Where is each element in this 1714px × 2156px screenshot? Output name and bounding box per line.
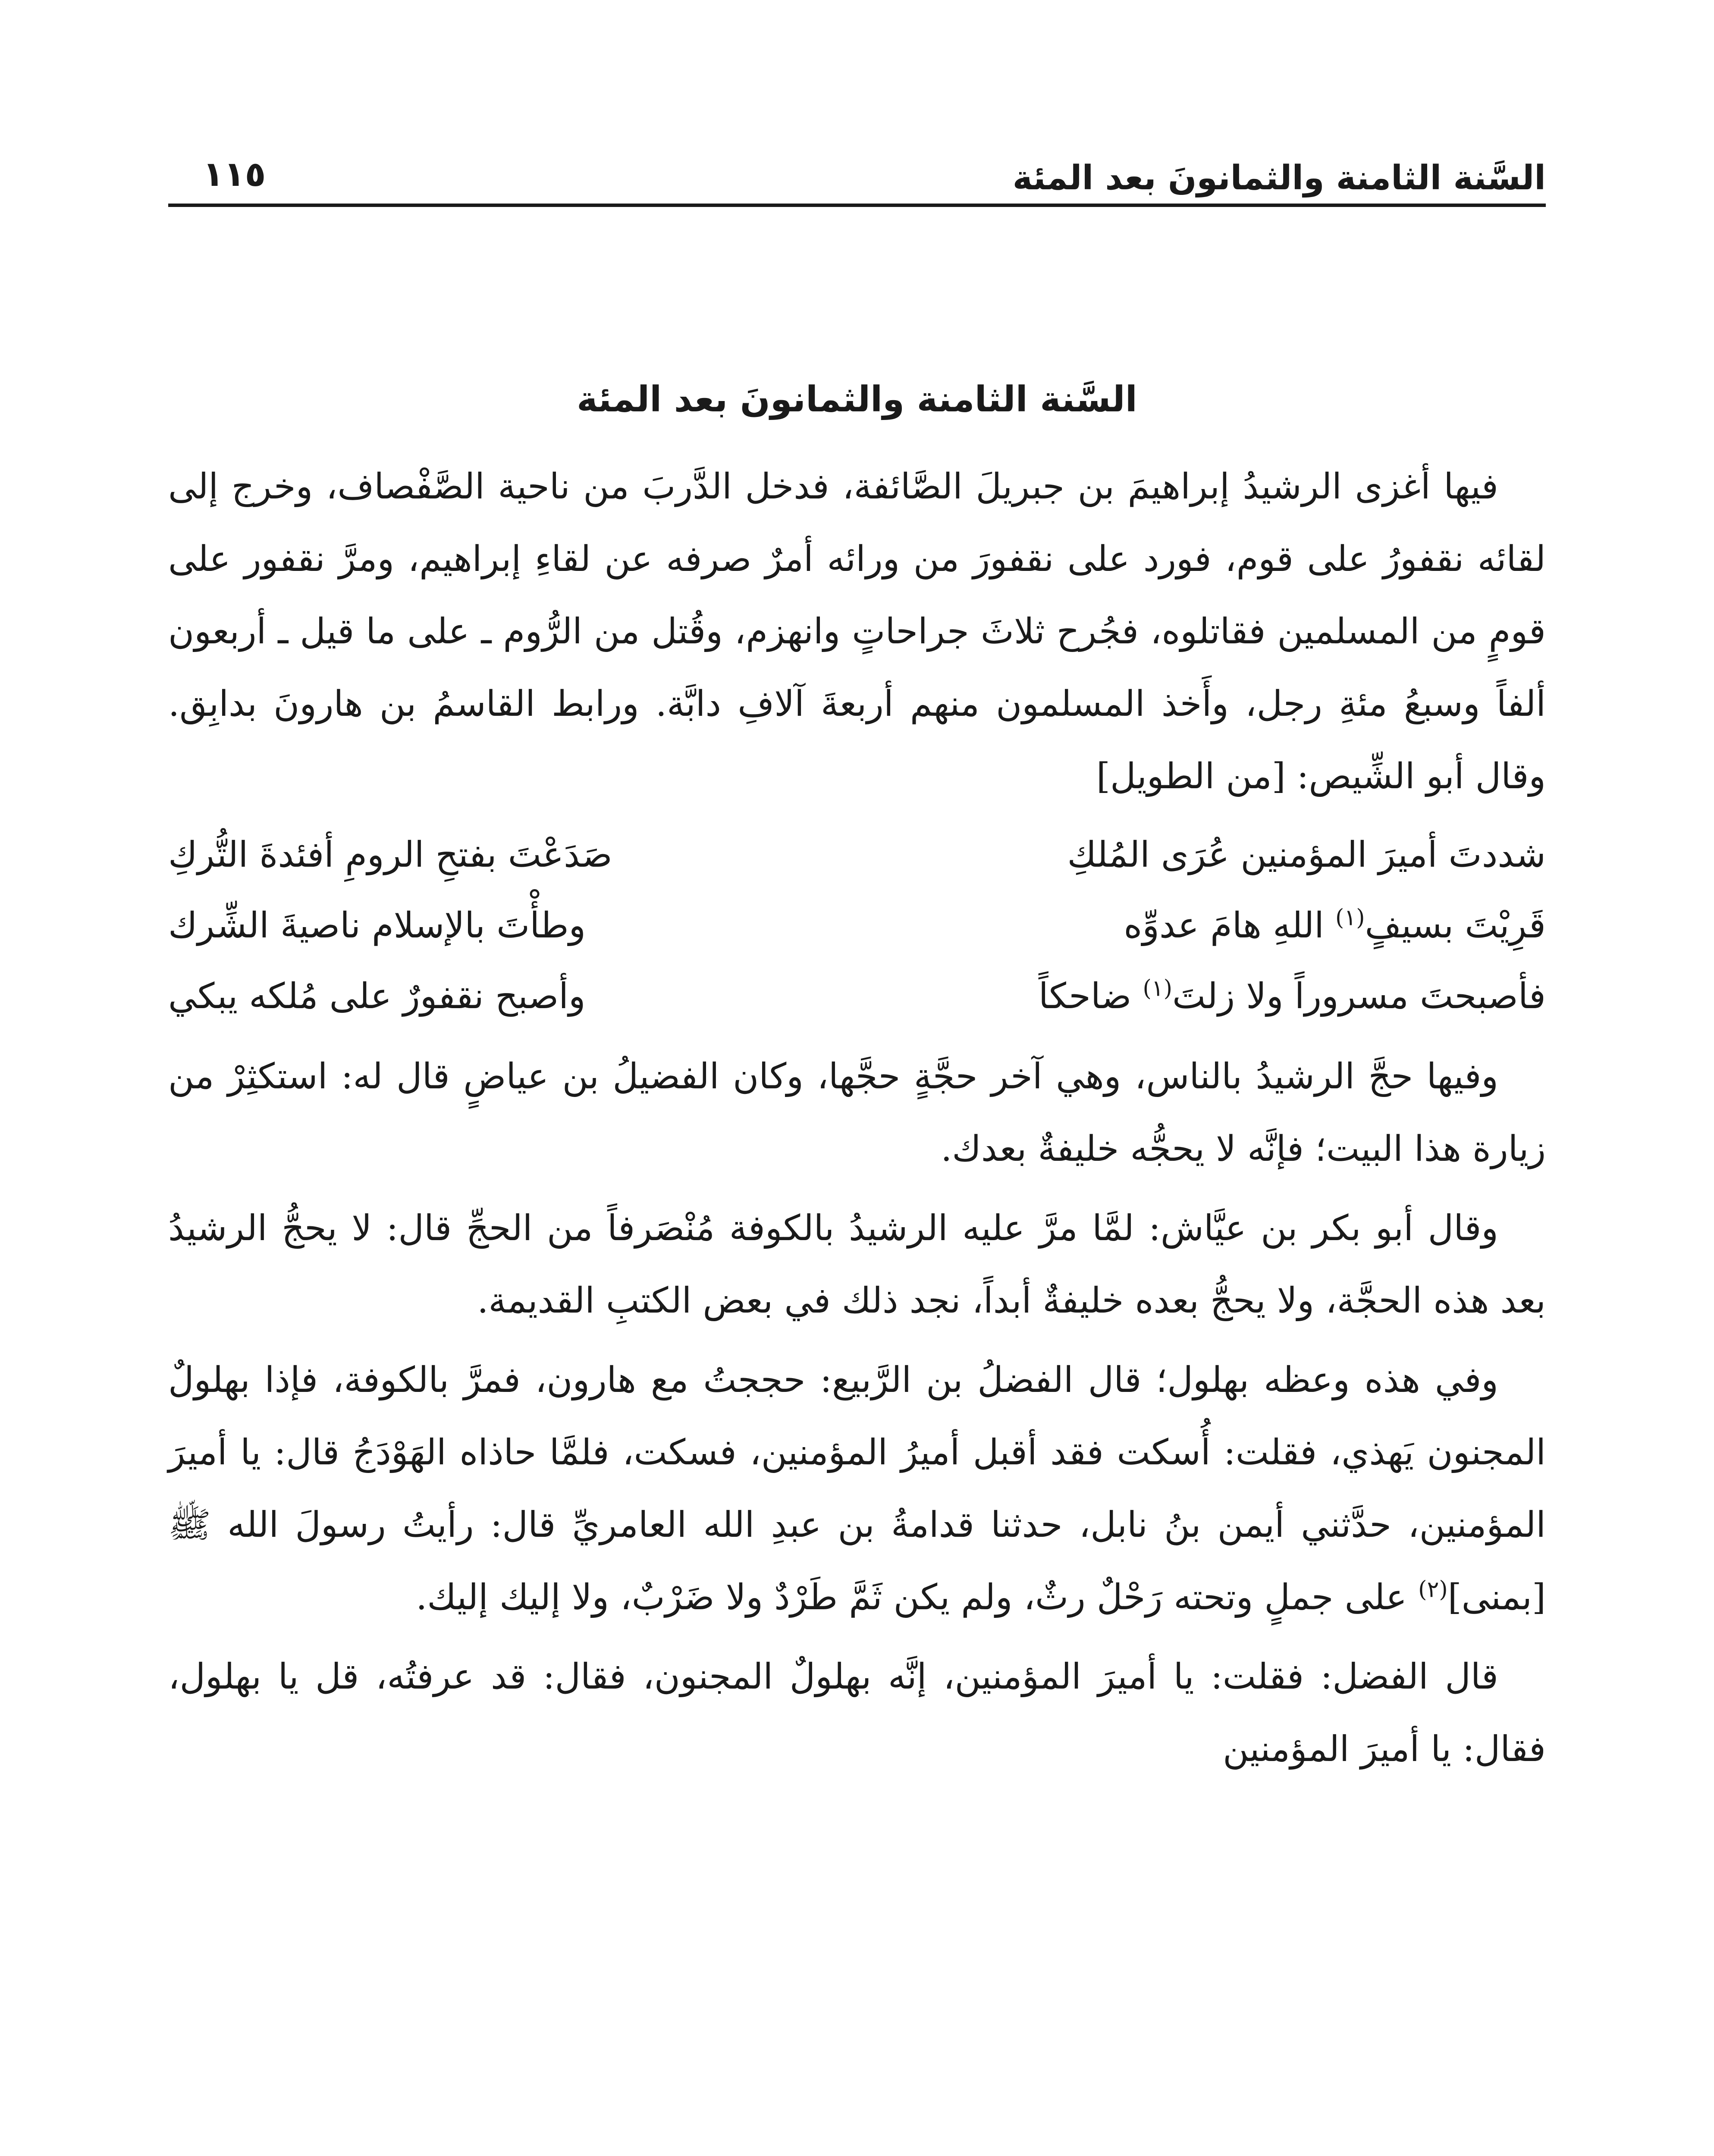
verse-3-second-hemistich: وأصبح نقفورٌ على مُلكه يبكي <box>168 975 586 1017</box>
verse-3 <box>168 961 1546 1032</box>
footnote-marker-2: (٢) <box>1418 1576 1448 1603</box>
paragraph-text: فيها أغزى الرشيدُ إبراهيمَ بن جبريلَ الصَّائفة، فدخل الدَّربَ من ناحية الصَّفْصاف، وخرج إلى لقائه نقفورُ على قوم، فورد على نقفورَ من ورائه أمرٌ صرفه عن لقاءِ إبراهيم، ومرَّ نقفور على قومٍ من المسلمين فقاتلوه، فجُرح ثلاثَ جراحاتٍ وانهزم، وقُتل من الرُّوم ـ على ما قيل ـ أربعون ألفاً وسبعُ مئةِ رجل، وأَخذ المسلمون منهم أربعةَ آلافِ دابَّة. ورابط القاسمُ بن هارونَ بدابِق. وقال أبو الشِّيص: [من الطويل] <box>168 466 1546 797</box>
page-number: ١١٥ <box>203 154 266 194</box>
footnote-marker-1b: (١) <box>1143 975 1173 1002</box>
verse-3-first-hemistich <box>1039 961 1546 1032</box>
verse-1-second-hemistich: صَدَعْتَ بفتحِ الرومِ أفئدةَ التُّركِ <box>168 834 612 875</box>
running-title: السَّنة الثامنة والثمانونَ بعد المئة <box>1012 159 1546 197</box>
section-heading: السَّنة الثامنة والثمانونَ بعد المئة <box>577 379 1137 420</box>
paragraph-text: وفي هذه وعظه بهلول؛ قال الفضلُ بن الرَّبيع: حججتُ مع هارون، فمرَّ بالكوفة، فإذا بهلولٌ المجنون يَهذي، فقلت: أُسكت فقد أقبل أميرُ المؤمنين، فسكت، فلمَّا حاذاه الهَوْدَجُ قال: يا أميرَ المؤمنين، حدَّثني أيمن بنُ نابل، حدثنا قدامةُ بن عبدِ الله العامريِّ قال: رأيتُ رسولَ الله ﷺ [بمنى] <box>168 1359 1546 1618</box>
paragraph-ghazw <box>168 451 1546 813</box>
paragraph-bahlul <box>168 1344 1546 1634</box>
main-text <box>168 375 1546 1792</box>
paragraph-fadl: قال الفضل: فقلت: يا أميرَ المؤمنين، إنَّه بهلولٌ المجنون، فقال: قد عرفتُه، قل يا بهلول، فقال: يا أميرَ المؤمنين <box>168 1656 1546 1770</box>
poem <box>168 820 1546 1032</box>
verse-2-text-b: اللهِ هامَ عدوِّه <box>1124 905 1336 946</box>
verse-2-text-a: قَرِيْتَ بسيفٍ <box>1365 905 1546 946</box>
verse-2-second-hemistich: وطأْتَ بالإسلام ناصيةَ الشِّرك <box>168 905 586 946</box>
header-rule <box>168 204 1546 207</box>
verse-1 <box>168 820 1546 890</box>
paragraph-abu-bakr: وقال أبو بكر بن عيَّاش: لمَّا مرَّ عليه الرشيدُ بالكوفة مُنْصَرفاً من الحجِّ قال: لا يحجُّ الرشيدُ بعد هذه الحجَّة، ولا يحجُّ بعده خليفةٌ أبداً، نجد ذلك في بعض الكتبِ القديمة. <box>168 1207 1546 1321</box>
paragraph-text-continued: على جملٍ وتحته رَحْلٌ رثٌ، ولم يكن ثَمَّ طَرْدٌ ولا ضَرْبٌ، ولا إليك إليك. <box>416 1576 1419 1618</box>
verse-1-first-hemistich: شددتَ أميرَ المؤمنين عُرَى المُلكِ <box>1067 834 1546 875</box>
verse-3-text-b: ضاحكاً <box>1038 975 1143 1017</box>
running-header <box>168 142 1546 207</box>
paragraph-hajj: وفيها حجَّ الرشيدُ بالناس، وهي آخر حجَّةٍ حجَّها، وكان الفضيلُ بن عياضٍ قال له: استكثِرْ من زيارة هذا البيت؛ فإنَّه لا يحجُّه خليفةٌ بعدك. <box>168 1056 1546 1169</box>
footnote-marker-1: (١) <box>1335 905 1365 931</box>
verse-2-first-hemistich <box>1124 890 1546 961</box>
verse-2 <box>168 890 1546 961</box>
verse-3-text-a: فأصبحتَ مسروراً ولا زلتَ <box>1172 975 1546 1017</box>
